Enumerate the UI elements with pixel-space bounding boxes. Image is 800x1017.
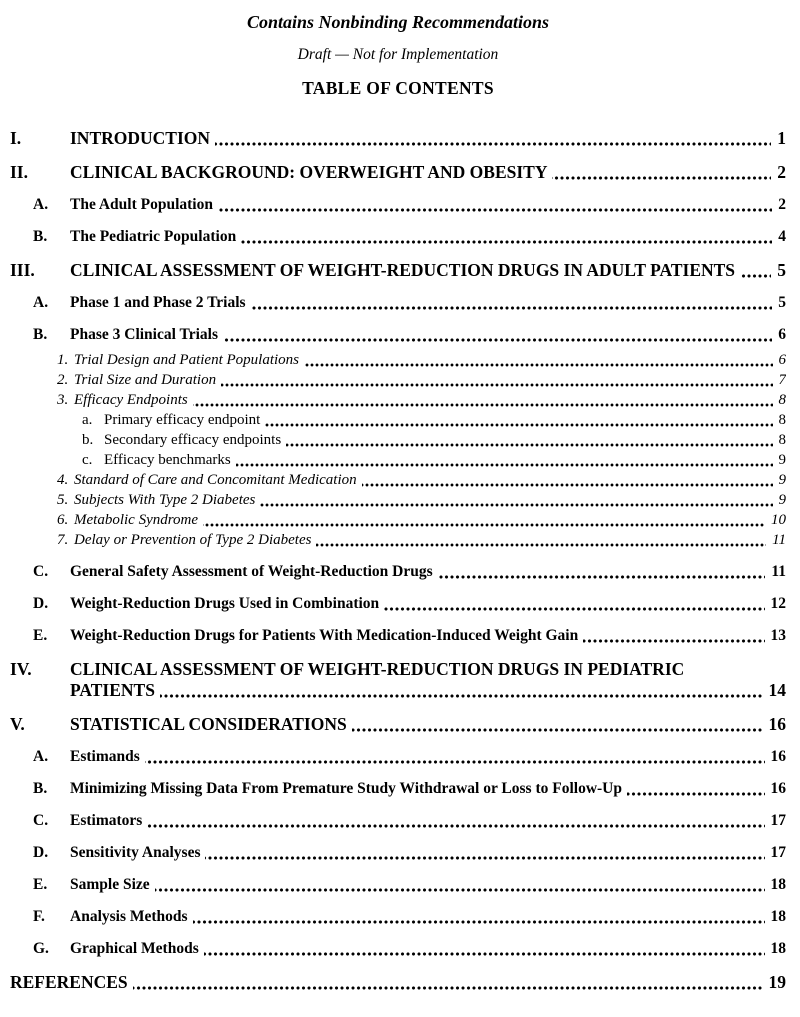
- toc-entry-title: Primary efficacy endpoint: [104, 412, 265, 428]
- toc-entry-page: 19: [763, 972, 787, 993]
- toc: [10, 99, 786, 993]
- toc-entry-page: 17: [765, 811, 787, 831]
- toc-entry-number: B.: [33, 326, 48, 343]
- toc-entry-title: INTRODUCTION: [70, 128, 215, 148]
- toc-entry-number: IV.: [10, 659, 32, 679]
- toc-entry: [10, 714, 786, 735]
- toc-entry-title: Trial Design and Patient Populations: [74, 352, 304, 368]
- toc-entry-number: 3.: [57, 392, 69, 408]
- toc-entry: [10, 450, 786, 470]
- toc-entry-title: General Safety Assessment of Weight-Reduction Drugs: [70, 563, 438, 580]
- toc-entry-page: 2: [771, 162, 786, 183]
- toc-entry: [10, 350, 786, 370]
- toc-entry-page: 13: [765, 626, 787, 646]
- toc-entry-number: C.: [33, 812, 49, 829]
- toc-entry-title: Trial Size and Duration: [74, 372, 221, 388]
- toc-entry-number: V.: [10, 714, 25, 734]
- toc-entry-title: CLINICAL ASSESSMENT OF WEIGHT-REDUCTION DRUGS IN PEDIATRIC PATIENTS: [70, 659, 685, 700]
- toc-entry-title: STATISTICAL CONSIDERATIONS: [70, 714, 352, 734]
- toc-entry-page: 6: [773, 350, 787, 370]
- toc-entry-page: 18: [765, 875, 787, 895]
- toc-entry-page: 11: [766, 530, 786, 550]
- toc-entry-page: 12: [765, 594, 787, 614]
- toc-entry-title: Analysis Methods: [70, 908, 193, 925]
- toc-entry-number: D.: [33, 595, 49, 612]
- toc-entry-page: 18: [765, 939, 787, 959]
- toc-entry-page: 16: [763, 714, 787, 735]
- toc-entry: [10, 293, 786, 313]
- toc-entry-number: E.: [33, 627, 48, 644]
- toc-entry-number: a.: [82, 412, 93, 428]
- toc-entry-number: 5.: [57, 492, 69, 508]
- toc-entry-title: Sensitivity Analyses: [70, 844, 205, 861]
- toc-entry-title: Delay or Prevention of Type 2 Diabetes: [74, 532, 316, 548]
- toc-entry-title: Sample Size: [70, 876, 155, 893]
- toc-entry-number: A.: [33, 196, 49, 213]
- toc-entry-page: 7: [773, 370, 787, 390]
- toc-entry: [10, 370, 786, 390]
- toc-entry-page: 9: [773, 490, 787, 510]
- toc-entry-title: Efficacy Endpoints: [74, 392, 193, 408]
- toc-entry: [10, 430, 786, 450]
- toc-entry-number: B.: [33, 780, 48, 797]
- toc-entry-page: 16: [765, 747, 787, 767]
- document-header: [10, 12, 786, 99]
- toc-entry: [10, 195, 786, 215]
- toc-entry-title: REFERENCES: [10, 972, 133, 992]
- toc-entry-title: Weight-Reduction Drugs for Patients With Medication-Induced Weight Gain: [70, 627, 583, 644]
- toc-entry: [10, 747, 786, 767]
- toc-entry-title: Estimands: [70, 748, 145, 765]
- toc-entry: [10, 325, 786, 345]
- toc-entry-page: 18: [765, 907, 787, 927]
- toc-entry-title: The Pediatric Population: [70, 228, 241, 245]
- toc-entry-title: CLINICAL BACKGROUND: OVERWEIGHT AND OBESITY: [70, 162, 552, 182]
- toc-entry: [10, 162, 786, 183]
- draft-notice: Draft — Not for Implementation: [297, 46, 499, 63]
- toc-entry: [10, 811, 786, 831]
- toc-entry-page: 11: [765, 562, 786, 582]
- toc-entry-title: Efficacy benchmarks: [104, 452, 236, 468]
- toc-entry: [10, 939, 786, 959]
- toc-entry-number: 4.: [57, 472, 69, 488]
- toc-entry-title: Phase 3 Clinical Trials: [70, 326, 223, 343]
- toc-entry: [10, 779, 786, 799]
- toc-entry-page: 8: [773, 430, 787, 450]
- toc-entry-page: 6: [772, 325, 786, 345]
- toc-entry-page: 8: [773, 410, 787, 430]
- toc-entry-title: Standard of Care and Concomitant Medication: [74, 472, 362, 488]
- toc-entry: [10, 390, 786, 410]
- toc-entry-page: 5: [771, 260, 786, 281]
- toc-entry-page: 9: [773, 450, 787, 470]
- toc-entry-title: The Adult Population: [70, 196, 218, 213]
- toc-entry: [10, 530, 786, 550]
- toc-entry: [10, 470, 786, 490]
- toc-entry-number: 1.: [57, 352, 69, 368]
- toc-entry-number: I.: [10, 128, 22, 148]
- toc-entry: [10, 972, 786, 993]
- toc-entry: [10, 510, 786, 530]
- page-title: TABLE OF CONTENTS: [302, 78, 494, 98]
- toc-entry-title: Subjects With Type 2 Diabetes: [74, 492, 260, 508]
- toc-entry: [10, 128, 786, 149]
- toc-entry-number: G.: [33, 940, 49, 957]
- toc-entry-number: c.: [82, 452, 93, 468]
- toc-entry: [10, 843, 786, 863]
- toc-entry: [10, 410, 786, 430]
- toc-entry-title: Weight-Reduction Drugs Used in Combination: [70, 595, 384, 612]
- toc-entry-number: 7.: [57, 532, 69, 548]
- toc-entry-page: 5: [772, 293, 786, 313]
- toc-entry-number: F.: [33, 908, 45, 925]
- toc-entry: [10, 594, 786, 614]
- toc-entry-number: b.: [82, 432, 94, 448]
- toc-entry: [10, 490, 786, 510]
- toc-entry-title: Estimators: [70, 812, 147, 829]
- toc-entry-number: D.: [33, 844, 49, 861]
- toc-entry-title: Metabolic Syndrome: [74, 512, 203, 528]
- toc-entry-page: 9: [773, 470, 787, 490]
- toc-entry-number: II.: [10, 162, 28, 182]
- toc-entry-number: III.: [10, 260, 35, 280]
- toc-entry: [10, 626, 786, 646]
- toc-entry-number: A.: [33, 748, 49, 765]
- toc-entry-page: 8: [773, 390, 787, 410]
- toc-entry: [10, 875, 786, 895]
- toc-entry-page: 16: [765, 779, 787, 799]
- toc-entry-page: 2: [772, 195, 786, 215]
- toc-entry-number: B.: [33, 228, 48, 245]
- toc-entry-number: E.: [33, 876, 48, 893]
- toc-entry-number: 2.: [57, 372, 69, 388]
- toc-entry-title: Minimizing Missing Data From Premature Study Withdrawal or Loss to Follow-Up: [70, 780, 627, 797]
- toc-entry: [10, 260, 786, 281]
- toc-entry-page: 1: [771, 128, 786, 149]
- toc-entry: [10, 227, 786, 247]
- toc-entry-number: 6.: [57, 512, 69, 528]
- toc-entry: [10, 659, 786, 701]
- toc-entry-page: 17: [765, 843, 787, 863]
- toc-entry-title: Graphical Methods: [70, 940, 204, 957]
- toc-entry: [10, 562, 786, 582]
- toc-entry-title: Secondary efficacy endpoints: [104, 432, 286, 448]
- nonbinding-notice: Contains Nonbinding Recommendations: [246, 12, 550, 32]
- toc-entry-title: CLINICAL ASSESSMENT OF WEIGHT-REDUCTION DRUGS IN ADULT PATIENTS: [70, 260, 740, 280]
- toc-entry-number: A.: [33, 294, 49, 311]
- toc-entry-title: Phase 1 and Phase 2 Trials: [70, 294, 251, 311]
- toc-entry-page: 14: [763, 680, 787, 701]
- toc-entry-page: 4: [772, 227, 786, 247]
- toc-entry: [10, 907, 786, 927]
- toc-entry-number: C.: [33, 563, 49, 580]
- toc-entry-page: 10: [765, 510, 786, 530]
